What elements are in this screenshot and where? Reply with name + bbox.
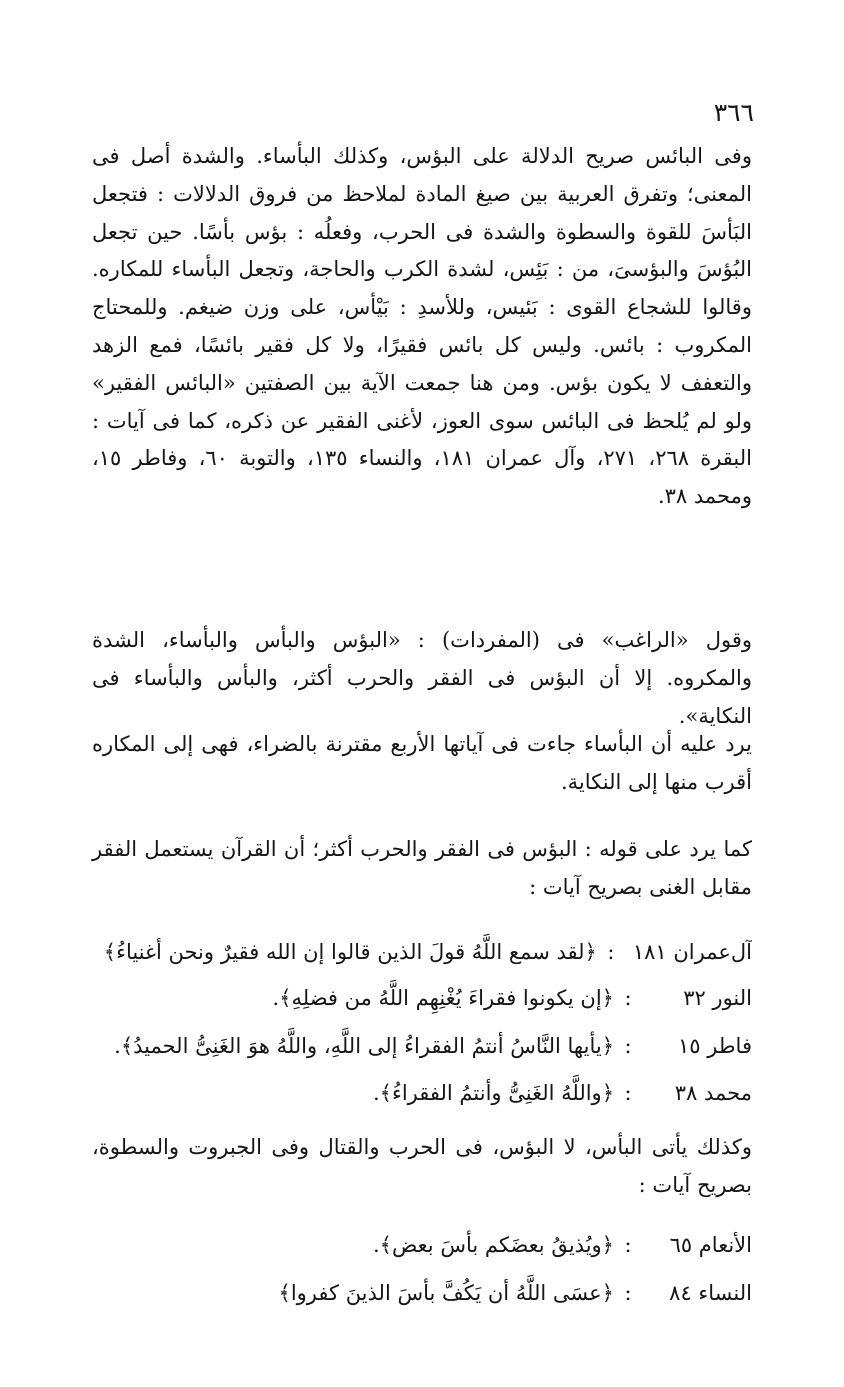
verse-text: ﴿واللَّهُ الغَنِىُّ وأنتمُ الفقراءُ﴾. — [372, 1081, 614, 1105]
paragraph-faqr-usage: كما يرد على قوله : البؤس فى الفقر والحرب أكثر؛ أن القرآن يستعمل الفقر مقابل الغنى بصريح آيات : — [92, 837, 752, 899]
verse-reference: آل‌عمران ١٨١ — [632, 940, 752, 964]
verse-separator: : — [624, 1281, 632, 1305]
paragraph-bas-usage: وكذلك يأتى البأس، لا البؤس، فى الحرب والقتال وفى الجبروت والسطوة، بصريح آيات : — [92, 1135, 752, 1197]
verse-separator: : — [624, 1034, 632, 1058]
verse-reference: محمد ٣٨ — [674, 1081, 752, 1105]
verse-row — [92, 979, 752, 1017]
paragraph-raghib-quote: وقول «الراغب» فى (المفردات) : «البؤس والبأس والبأساء، الشدة والمكروه. إلا أن البؤس فى الفقر والحرب أكثر، والبأس والبأساء فى النكاية». — [92, 628, 752, 728]
verse-row — [92, 933, 752, 971]
verse-row — [92, 1027, 752, 1065]
verse-text: ﴿إن يكونوا فقراءَ يُغْنِهِم اللَّهُ من فضلِهِ﴾. — [272, 986, 614, 1010]
paragraph-bais-meaning: وفى البائس صريح الدلالة على البؤس، وكذلك البأساء. والشدة أصل فى المعنى؛ وتفرق العربية بين صيغ المادة لملاحظ من فروق الدلالات : فتجعل البَأسَ للقوة والسطوة والشدة فى الحرب، وفعلُه : بؤس بأسًا. حين تجعل البُؤسَ والبؤسىَ، من : بَئِس، لشدة الكرب والحاجة، وتجعل البأساء للمكاره. وقالوا للشجاع القوى : بَئيس، وللأسدِ : بَيْأس، على وزن ضيغم. وللمحتاج المكروب : بائس. وليس كل بائس فقيرًا، ولا كل فقير بائسًا، فمع الزهد والتعفف لا يكون بؤس. ومن هنا جمعت الآية بين الصفتين «البائس الفقير» ولو لم يُلحظ فى البائس سوى العوز، لأغنى الفقير عن ذكره، كما فى آيات : البقرة ٢٦٨، ٢٧١، وآل عمران ١٨١، والنساء ١٣٥، والتوبة ٦٠، وفاطر ١٥، ومحمد ٣٨. — [92, 144, 752, 509]
verse-separator: : — [607, 940, 615, 964]
verse-reference: النور ٣٢ — [683, 986, 752, 1010]
verse-text: ﴿عسَى اللَّهُ أن يَكُفَّ بأسَ الذينَ كفروا﴾ — [278, 1281, 614, 1305]
paragraph-rebuttal: يرد عليه أن البأساء جاءت فى آياتها الأربع مقترنة بالضراء، فهى إلى المكاره أقرب منها إلى النكاية. — [92, 732, 752, 794]
verse-separator: : — [624, 1081, 632, 1105]
page-number: ٣٦٦ — [713, 98, 754, 127]
verse-reference: الأنعام ٦٥ — [669, 1233, 752, 1257]
verse-text: ﴿لقد سمع اللَّهُ قولَ الذين قالوا إن الله فقيرٌ ونحن أغنياءُ﴾ — [103, 940, 597, 964]
verse-text: ﴿يأيها النَّاسُ أنتمُ الفقراءُ إلى اللَّهِ، واللَّهُ هوَ الغَنِىُّ الحميدُ﴾. — [114, 1034, 614, 1058]
verse-reference: فاطر ١٥ — [678, 1034, 752, 1058]
verse-separator: : — [624, 1233, 632, 1257]
verse-row — [92, 1226, 752, 1264]
verse-reference: النساء ٨٤ — [669, 1281, 752, 1305]
verse-row — [92, 1074, 752, 1112]
verse-row — [92, 1274, 752, 1312]
verse-text: ﴿ويُذيقُ بعضَكم بأسَ بعض﴾. — [372, 1233, 614, 1257]
verse-separator: : — [624, 986, 632, 1010]
